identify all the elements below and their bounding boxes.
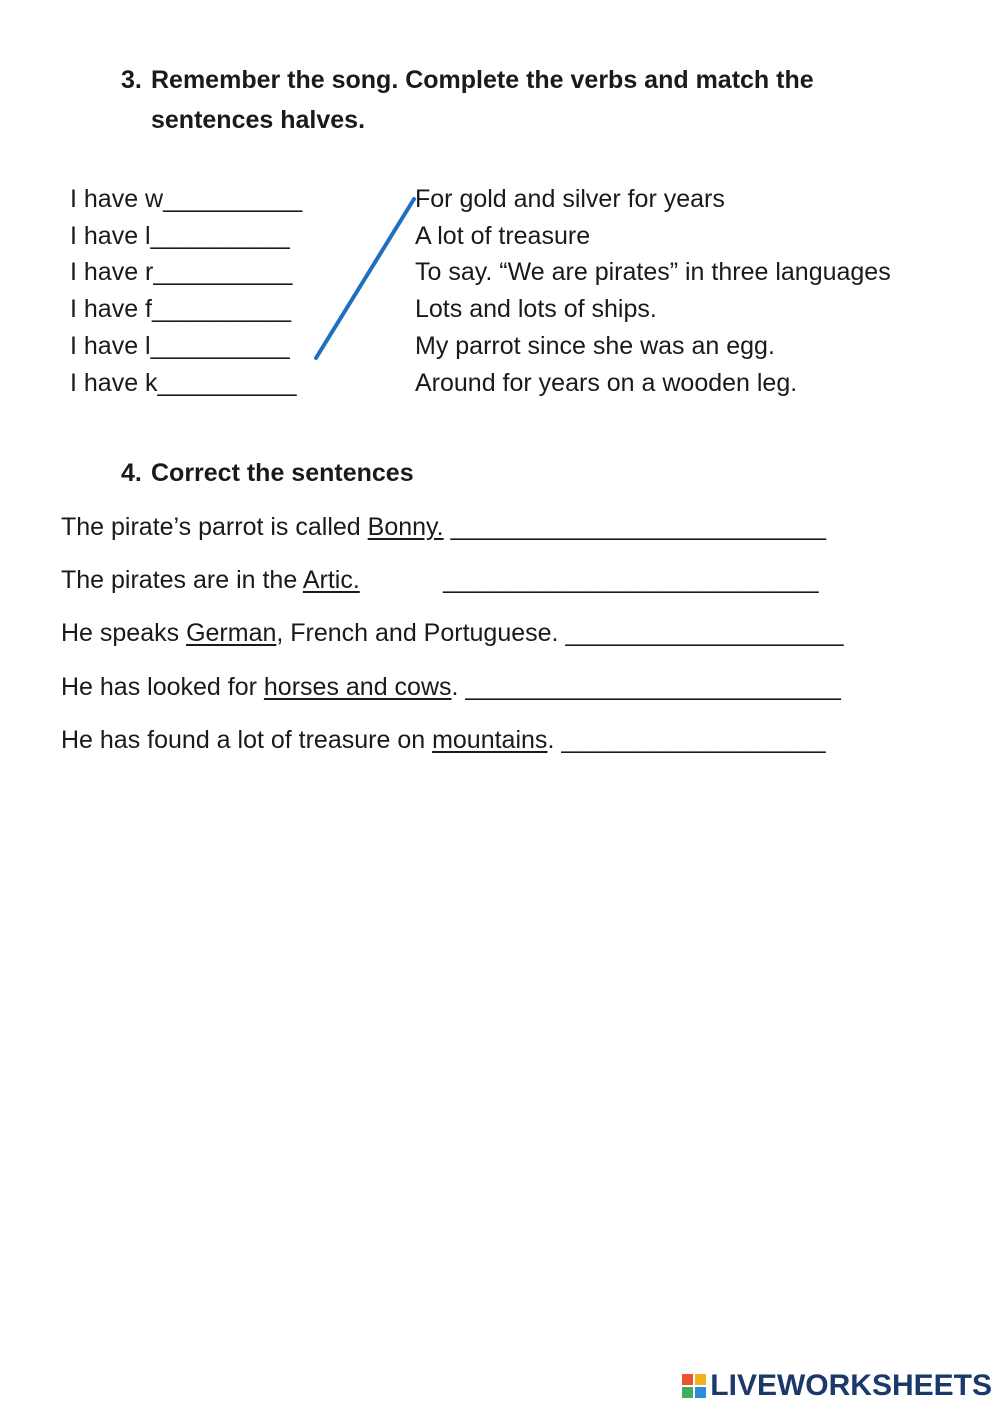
section-3-title: Remember the song. Complete the verbs and match the sentences halves. bbox=[151, 66, 814, 134]
sentence-3 bbox=[61, 615, 844, 651]
sentence-2-before: The pirates are in the bbox=[61, 566, 303, 594]
sentence-1-answer-blank[interactable]: ___________________________ bbox=[443, 513, 826, 541]
sentence-2-answer-blank[interactable]: ___________________________ bbox=[359, 566, 819, 594]
left-item-4[interactable]: I have f__________ bbox=[70, 295, 292, 323]
left-item-1[interactable]: I have w__________ bbox=[70, 185, 303, 213]
sentence-4 bbox=[61, 669, 841, 705]
sentence-5-before: He has found a lot of treasure on bbox=[61, 726, 433, 754]
right-item-2[interactable]: A lot of treasure bbox=[415, 222, 591, 250]
logo-square-3 bbox=[682, 1387, 693, 1398]
right-item-6[interactable]: Around for years on a wooden leg. bbox=[415, 369, 798, 397]
logo-icon bbox=[682, 1374, 706, 1398]
match-line-svg bbox=[0, 0, 1000, 420]
sentence-4-answer-blank[interactable]: . ___________________________ bbox=[451, 673, 841, 701]
sentence-5 bbox=[61, 722, 826, 758]
sentence-2 bbox=[61, 562, 819, 598]
liveworksheets-logo[interactable] bbox=[682, 1369, 992, 1403]
sentence-1 bbox=[61, 509, 826, 545]
left-item-2[interactable]: I have l__________ bbox=[70, 222, 290, 250]
sentence-3-underlined: German bbox=[186, 619, 277, 647]
sentence-4-underlined: horses and cows bbox=[263, 673, 452, 701]
logo-square-2 bbox=[695, 1374, 706, 1385]
logo-text: LIVEWORKSHEETS bbox=[710, 1369, 992, 1402]
sentence-4-before: He has looked for bbox=[61, 673, 264, 701]
left-item-6[interactable]: I have k__________ bbox=[70, 369, 297, 397]
right-item-3[interactable]: To say. “We are pirates” in three languages bbox=[415, 258, 891, 286]
sentence-1-underlined: Bonny. bbox=[367, 513, 444, 541]
right-item-1[interactable]: For gold and silver for years bbox=[415, 185, 725, 213]
sentence-5-underlined: mountains bbox=[432, 726, 548, 754]
sentence-5-answer-blank[interactable]: . ___________________ bbox=[547, 726, 826, 754]
section-4-number: 4. bbox=[121, 459, 142, 487]
left-item-5[interactable]: I have l__________ bbox=[70, 332, 290, 360]
sentence-2-underlined: Artic. bbox=[302, 566, 360, 594]
sentence-3-answer-blank[interactable]: , French and Portuguese. ____________________ bbox=[276, 619, 844, 647]
sentence-3-before: He speaks bbox=[61, 619, 187, 647]
logo-square-4 bbox=[695, 1387, 706, 1398]
section-3-number: 3. bbox=[121, 66, 142, 94]
logo-square-1 bbox=[682, 1374, 693, 1385]
section-4-title: Correct the sentences bbox=[151, 459, 414, 487]
match-line[interactable] bbox=[316, 199, 414, 358]
right-item-5[interactable]: My parrot since she was an egg. bbox=[415, 332, 775, 360]
right-item-4[interactable]: Lots and lots of ships. bbox=[415, 295, 657, 323]
left-item-3[interactable]: I have r__________ bbox=[70, 258, 293, 286]
sentence-1-before: The pirate’s parrot is called bbox=[61, 513, 368, 541]
